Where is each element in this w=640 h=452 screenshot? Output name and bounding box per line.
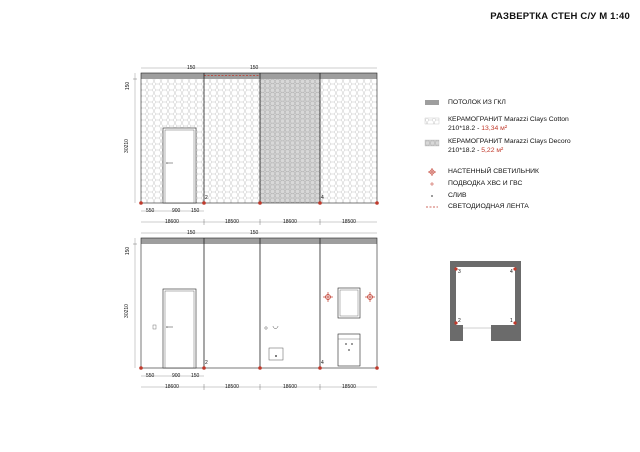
corner-label-4-upper: 4 — [321, 195, 324, 201]
dim-wall4-lower: 18500 — [342, 384, 356, 390]
door-upper — [163, 128, 196, 203]
dim-door-width-lower: 900 — [172, 373, 181, 379]
wall-3-decoro-tile — [260, 79, 320, 203]
dim-wall1: 18600 — [165, 219, 179, 225]
dim-wall2-lower: 18500 — [225, 384, 239, 390]
legend-tile-decoro-area-row — [448, 147, 503, 155]
legend-wall-light: НАСТЕННЫЙ СВЕТИЛЬНИК — [448, 168, 539, 175]
plan-label-1: 1 — [510, 318, 513, 324]
legend-tile-cotton-size: 210*18.2 - — [448, 125, 482, 132]
corner-label-2-upper: 2 — [205, 195, 208, 201]
wall-light-left — [323, 292, 333, 302]
legend-tile-decoro-area: 5,22 м² — [481, 147, 504, 154]
ceiling-band — [141, 73, 377, 79]
wall-4-tile — [320, 79, 377, 203]
ceiling-band-lower — [141, 238, 377, 244]
legend-drain: СЛИВ — [448, 192, 467, 199]
dim-wall1-lower: 18600 — [165, 384, 179, 390]
dim-top-150-c: 150 — [187, 230, 196, 236]
dim-wall2: 18500 — [225, 219, 239, 225]
dim-door-left: 550 — [146, 208, 155, 214]
legend-tile-decoro-size: 210*18.2 - — [448, 147, 482, 154]
corner-label-2-lower: 2 — [205, 360, 208, 366]
plan-label-3: 3 — [458, 269, 461, 275]
dim-height-main-lower: 30210 — [123, 304, 130, 318]
wall-light-right — [365, 292, 375, 302]
sheet-title: РАЗВЕРТКА СТЕН С/У М 1:40 — [490, 11, 630, 22]
dim-door-left-lower: 550 — [146, 373, 155, 379]
legend-led-strip: СВЕТОДИОДНАЯ ЛЕНТА — [448, 203, 529, 210]
legend-tile-cotton: КЕРАМОГРАНИТ Marazzi Clays Cotton — [448, 116, 569, 123]
legend-tile-cotton-area: 13,34 м² — [481, 125, 508, 132]
legend-tile-cotton-area-row — [448, 125, 507, 133]
legend-tile-decoro: КЕРАМОГРАНИТ Marazzi Clays Decoro — [448, 138, 571, 145]
dim-wall3-lower: 18600 — [283, 384, 297, 390]
dim-wall3: 18600 — [283, 219, 297, 225]
wall-2-tile — [204, 79, 260, 203]
legend-ceiling: ПОТОЛОК ИЗ ГКЛ — [448, 99, 506, 106]
dim-wall4: 18500 — [342, 219, 356, 225]
plan-label-2: 2 — [458, 318, 461, 324]
plan-label-4: 4 — [510, 269, 513, 275]
dim-height-upper: 150 — [125, 81, 132, 91]
dim-door-width: 900 — [172, 208, 181, 214]
dim-door-right-lower: 150 — [191, 373, 200, 379]
lower-elevation — [133, 233, 379, 390]
dim-height-main: 30210 — [123, 139, 130, 153]
dim-top-150-d: 150 — [250, 230, 259, 236]
dim-height-upper-lower: 150 — [125, 246, 132, 256]
upper-elevation — [133, 68, 379, 225]
dim-top-150-b: 150 — [250, 65, 259, 71]
dim-top-150-a: 150 — [187, 65, 196, 71]
legend-swatches — [425, 100, 439, 207]
legend-water-supply: ПОДВОДКА ХВС И ГВС — [448, 180, 523, 187]
door-lower — [163, 289, 196, 368]
dim-door-right: 150 — [191, 208, 200, 214]
mirror — [338, 288, 360, 318]
corner-label-4-lower: 4 — [321, 360, 324, 366]
